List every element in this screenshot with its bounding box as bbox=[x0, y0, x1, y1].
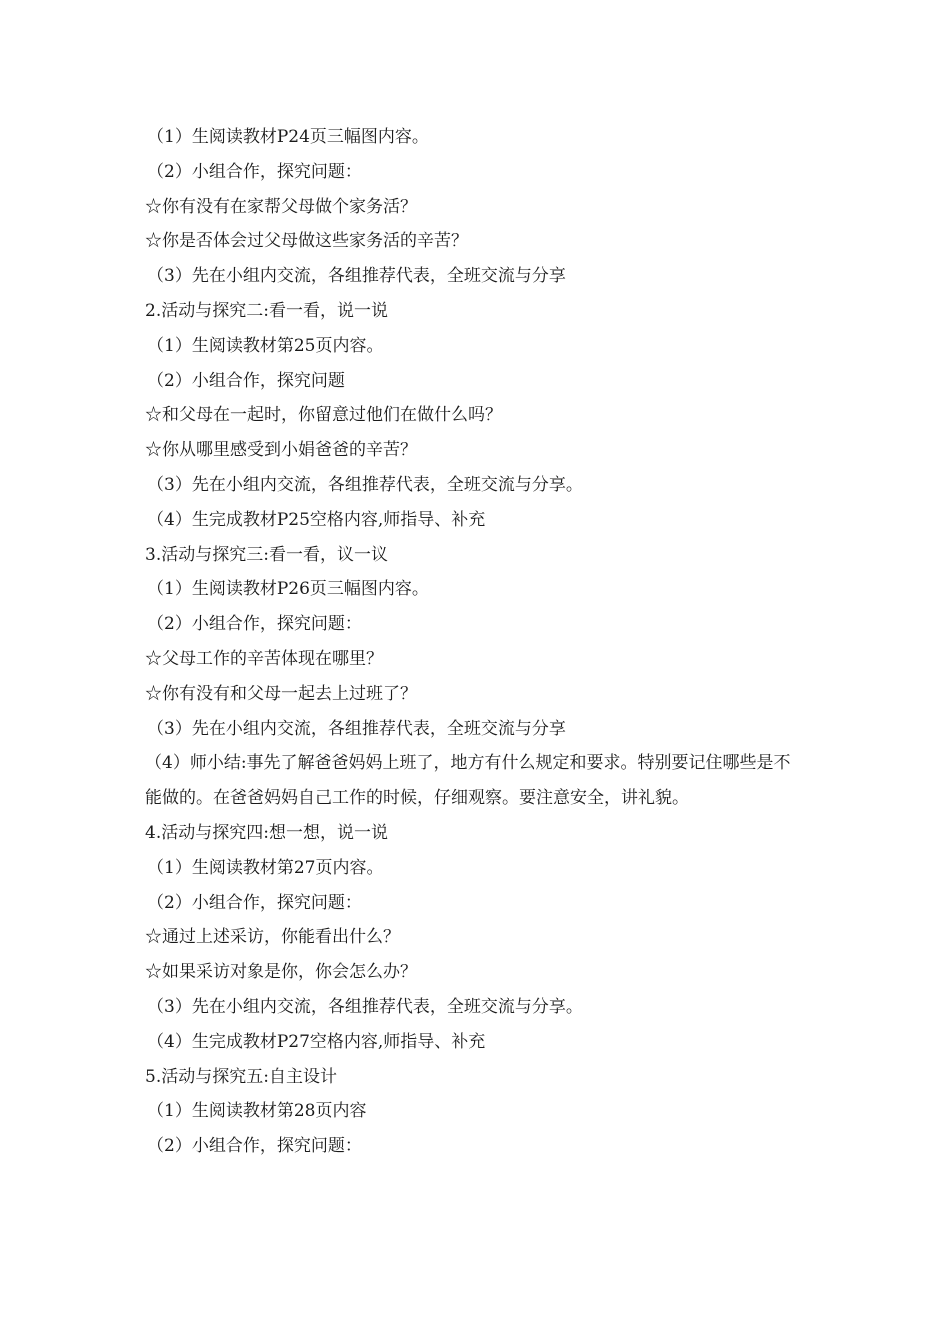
step-read-p24: （1）生阅读教材P24页三幅图内容。 bbox=[147, 127, 429, 147]
step-read-p27: （1）生阅读教材第27页内容。 bbox=[147, 857, 384, 878]
question-item: ☆如果采访对象是你，你会怎么办？ bbox=[145, 962, 417, 983]
step-group-explore: （2）小组合作，探究问题： bbox=[147, 1136, 362, 1157]
step-share: （3）先在小组内交流，各组推荐代表，全班交流与分享 bbox=[147, 266, 566, 287]
step-group-explore: （2）小组合作，探究问题： bbox=[147, 892, 362, 913]
question-item: ☆父母工作的辛苦体现在哪里？ bbox=[145, 648, 383, 669]
activity-heading-2: 2.活动与探究二:看一看，说一说 bbox=[145, 300, 388, 321]
question-item: ☆和父母在一起时，你留意过他们在做什么吗？ bbox=[145, 405, 502, 426]
step-group-explore: （2）小组合作，探究问题： bbox=[147, 614, 362, 635]
step-share: （3）先在小组内交流，各组推荐代表，全班交流与分享。 bbox=[147, 996, 583, 1017]
step-share: （3）先在小组内交流，各组推荐代表，全班交流与分享。 bbox=[147, 474, 583, 495]
step-complete-p25: （4）生完成教材P25空格内容,师指导、补充 bbox=[147, 509, 486, 530]
step-read-p25: （1）生阅读教材第25页内容。 bbox=[147, 335, 384, 356]
activity-heading-4: 4.活动与探究四:想一想，说一说 bbox=[145, 822, 388, 843]
lesson-plan-body bbox=[145, 120, 805, 1164]
question-item: ☆你从哪里感受到小娟爸爸的辛苦？ bbox=[145, 440, 417, 461]
step-complete-p27: （4）生完成教材P27空格内容,师指导、补充 bbox=[147, 1031, 486, 1052]
step-group-explore: （2）小组合作，探究问题： bbox=[147, 161, 362, 182]
question-item: ☆你有没有在家帮父母做个家务活？ bbox=[145, 196, 417, 217]
question-item: ☆你有没有和父母一起去上过班了？ bbox=[145, 683, 417, 704]
teacher-summary: （4）师小结:事先了解爸爸妈妈上班了，地方有什么规定和要求。特别要记住哪些是不能做的。在爸爸妈妈自己工作的时候，仔细观察。要注意安全，讲礼貌。 bbox=[145, 753, 791, 809]
activity-heading-5: 5.活动与探究五:自主设计 bbox=[145, 1066, 337, 1087]
step-read-p26: （1）生阅读教材P26页三幅图内容。 bbox=[147, 579, 429, 600]
step-read-p28: （1）生阅读教材第28页内容 bbox=[147, 1101, 367, 1122]
question-item: ☆通过上述采访，你能看出什么？ bbox=[145, 927, 400, 948]
activity-heading-3: 3.活动与探究三:看一看，议一议 bbox=[145, 544, 388, 565]
question-item: ☆你是否体会过父母做这些家务活的辛苦？ bbox=[145, 231, 468, 252]
step-share: （3）先在小组内交流，各组推荐代表，全班交流与分享 bbox=[147, 718, 566, 739]
step-group-explore: （2）小组合作，探究问题 bbox=[147, 370, 345, 391]
